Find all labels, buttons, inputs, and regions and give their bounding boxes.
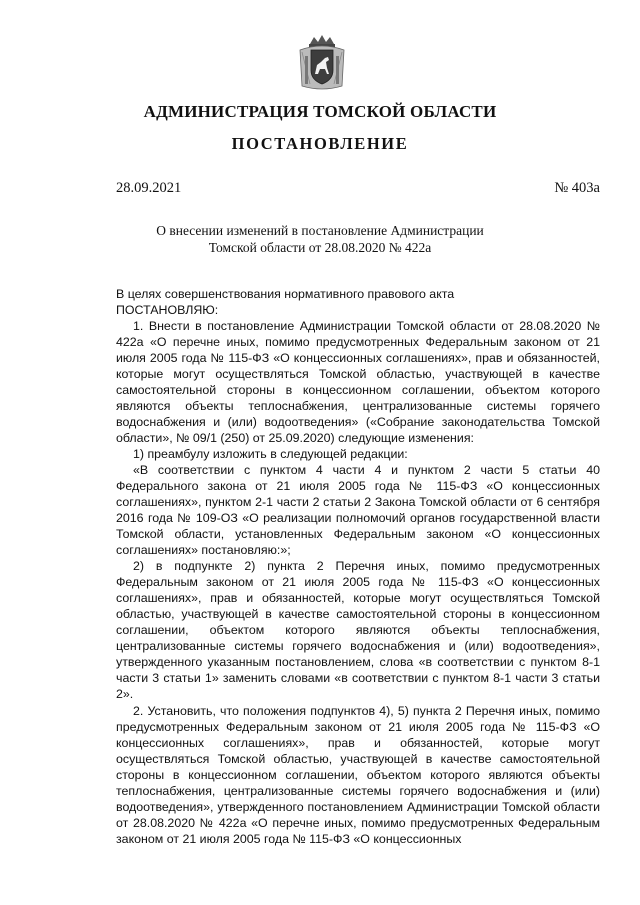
organization-title: АДМИНИСТРАЦИЯ ТОМСКОЙ ОБЛАСТИ: [143, 102, 497, 121]
document-number: № 403а: [554, 180, 600, 196]
subject-line-2: Томской области от 28.08.2020 № 422а: [208, 240, 432, 255]
paragraph-1-item-2: 2) в подпункте 2) пункта 2 Перечня иных, помимо предусмотренных Федеральным законом от 21 июля 2005 года № 115-ФЗ «О концессионных соглашениях», прав и обязанностей, которые могут осуществляться Томской областью, участвующей в качестве самостоятельной стороны в концессионном соглашении, объектом которого являются объекты теплоснабжения, централизованные системы горячего водоснабжения и (или) водоотведения», утвержденного указанным постановлением, слова «в соответствии с пунктом 8-1 части 3 статьи 1» заменить словами «в соответствии с пунктом 8-1 части 3 статьи 2».: [116, 559, 600, 701]
resolve-heading: ПОСТАНОВЛЯЮ:: [116, 303, 219, 317]
document-body: [116, 286, 600, 847]
preamble-paragraph: В целях совершенствования нормативного правового акта: [116, 287, 455, 301]
paragraph-2: 2. Установить, что положения подпунктов 4), 5) пункта 2 Перечня иных, помимо предусмотренных Федеральным законом от 21 июля 2005 года № 115-ФЗ «О концессионных соглашениях», прав и обязанностей, которые могут осуществляться Томской областью, участвующей в качестве самостоятельной стороны в концессионном соглашении, объектом которого являются объекты теплоснабжения, централизованные системы горячего водоснабжения и (или) водоотведения», утвержденного постановлением Администрации Томской области от 28.08.2020 № 422а «О перечне иных, помимо предусмотренных Федеральным законом от 21 июля 2005 года № 115-ФЗ «О концессионных: [116, 704, 600, 846]
document-type-title: ПОСТАНОВЛЕНИЕ: [231, 134, 409, 153]
document-date: 28.09.2021: [116, 180, 182, 196]
paragraph-1-item-1-quote: «В соответствии с пунктом 4 части 4 и пунктом 2 части 5 статьи 40 Федерального закона от 21 июля 2005 года № 115-ФЗ «О концессионных соглашениях», пунктом 2-1 части 2 статьи 2 Закона Томской области от 6 сентября 2016 года № 109-ОЗ «О реализации полномочий органов государственной власти Томской области, установленных Федеральным законом «О концессионных соглашениях» постановляю:»;: [116, 463, 600, 557]
paragraph-1-item-1: 1) преамбулу изложить в следующей редакции:: [133, 447, 408, 461]
subject-line-1: О внесении изменений в постановление Администрации: [156, 223, 484, 238]
tomsk-region-coat-of-arms-icon: [296, 34, 348, 92]
document-subject: [0, 222, 640, 256]
paragraph-1: 1. Внести в постановление Администрации Томской области от 28.08.2020 № 422а «О перечне иных, помимо предусмотренных Федеральным законом от 21 июля 2005 года № 115-ФЗ «О концессионных соглашениях», прав и обязанностей, которые могут осуществляться Томской областью, участвующей в качестве самостоятельной стороны в концессионном соглашении, объектом которого являются объекты теплоснабжения, централизованные системы горячего водоснабжения и (или) водоотведения» («Собрание законодательства Томской области», № 09/1 (250) от 25.09.2020) следующие изменения:: [116, 319, 600, 445]
